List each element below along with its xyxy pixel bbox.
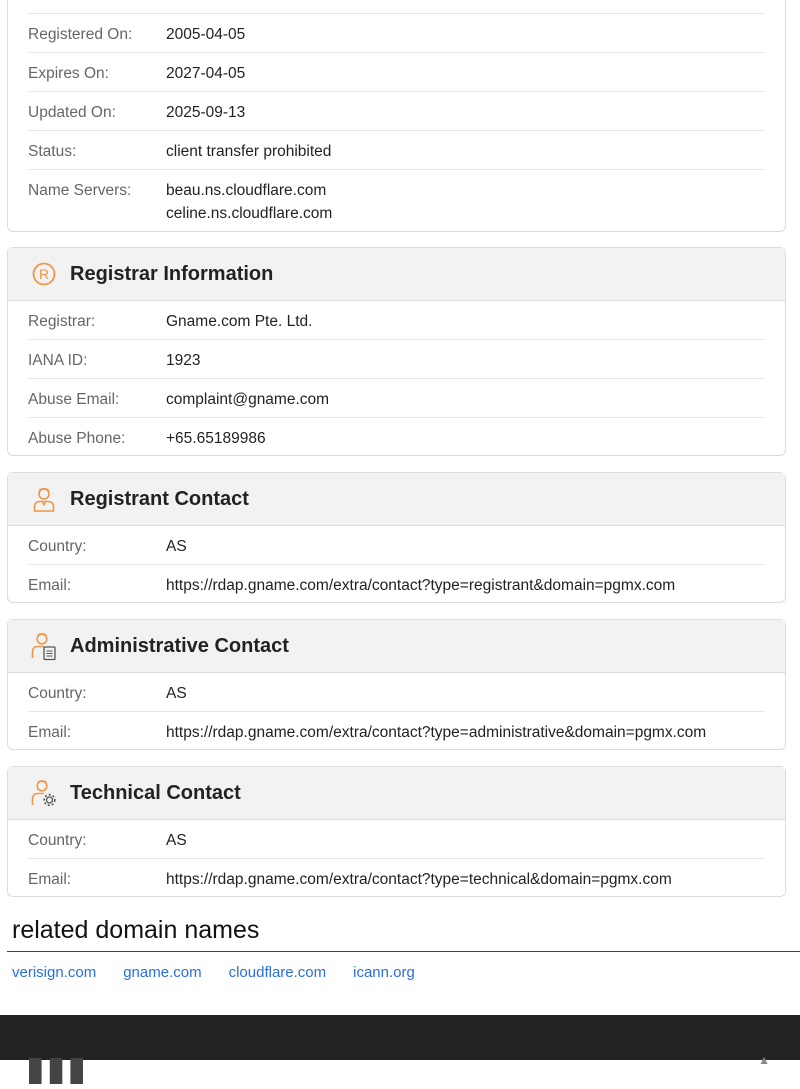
card-title: Registrar Information <box>70 262 274 285</box>
technical-header <box>8 767 785 820</box>
info-row <box>28 340 765 379</box>
registrar-rows <box>8 301 785 456</box>
row-label: Email: <box>28 724 72 741</box>
card-title: Technical Contact <box>70 781 241 804</box>
row-label: Updated On: <box>28 104 116 121</box>
info-row-updated <box>28 92 765 131</box>
info-row-domain <box>28 0 765 14</box>
divider <box>7 951 800 952</box>
row-value-list <box>166 179 332 225</box>
row-label: Status: <box>28 143 77 160</box>
row-value: 2027-04-05 <box>166 65 246 82</box>
related-domains-list <box>12 964 442 981</box>
row-value: AS <box>166 538 187 555</box>
row-label: Registered On: <box>28 26 133 43</box>
card-title: Registrant Contact <box>70 487 249 510</box>
row-value: complaint@gname.com <box>166 391 330 408</box>
footer-logo: ▮▮▮ <box>26 1050 89 1088</box>
row-label: Country: <box>28 832 87 849</box>
row-label: Email: <box>28 577 72 594</box>
user-gear-icon <box>30 779 58 807</box>
row-label: Expires On: <box>28 65 109 82</box>
registrar-header <box>8 248 785 301</box>
row-value: AS <box>166 832 187 849</box>
technical-card <box>7 766 786 897</box>
related-domains-heading: related domain names <box>12 916 260 944</box>
row-value: client transfer prohibited <box>166 143 332 160</box>
row-value: https://rdap.gname.com/extra/contact?type=technical&domain=pgmx.com <box>166 871 672 888</box>
info-row <box>28 526 765 565</box>
info-row <box>28 379 765 418</box>
domain-info-rows <box>8 0 785 232</box>
row-label: Country: <box>28 538 87 555</box>
row-label: Country: <box>28 685 87 702</box>
info-row <box>28 301 765 340</box>
technical-rows <box>8 820 785 897</box>
row-value: 2005-04-05 <box>166 26 246 43</box>
info-row <box>28 820 765 859</box>
info-row-nameservers <box>28 170 765 232</box>
registrar-card <box>7 247 786 456</box>
related-link-verisign[interactable]: verisign.com <box>12 964 97 981</box>
info-row <box>28 859 765 897</box>
row-value: 1923 <box>166 352 201 369</box>
domain-info-card <box>7 0 786 232</box>
related-link-icann[interactable]: icann.org <box>353 964 415 981</box>
row-label: Registrar: <box>28 313 96 330</box>
footer <box>0 1015 800 1088</box>
info-row <box>28 673 765 712</box>
registered-icon <box>30 260 58 288</box>
nameserver-value: beau.ns.cloudflare.com <box>166 182 327 199</box>
row-label: Email: <box>28 871 72 888</box>
info-row-registered <box>28 14 765 53</box>
row-label: Name Servers: <box>28 182 132 199</box>
info-row-status <box>28 131 765 170</box>
svg-text:R: R <box>38 266 50 282</box>
related-link-cloudflare[interactable]: cloudflare.com <box>228 964 327 981</box>
registrant-card <box>7 472 786 603</box>
info-row <box>28 418 765 456</box>
registrant-rows <box>8 526 785 603</box>
registrant-header <box>8 473 785 526</box>
chevron-up-icon[interactable]: ▲ <box>758 1053 770 1067</box>
row-label: IANA ID: <box>28 352 88 369</box>
row-value: https://rdap.gname.com/extra/contact?type=administrative&domain=pgmx.com <box>166 724 707 741</box>
related-link-gname[interactable]: gname.com <box>123 964 202 981</box>
row-value: Gname.com Pte. Ltd. <box>166 313 313 330</box>
row-label: Abuse Email: <box>28 391 120 408</box>
administrative-header <box>8 620 785 673</box>
card-title: Administrative Contact <box>70 634 289 657</box>
administrative-rows <box>8 673 785 750</box>
user-icon <box>30 485 58 513</box>
row-value: +65.65189986 <box>166 430 266 447</box>
row-label: Abuse Phone: <box>28 430 126 447</box>
info-row-expires <box>28 53 765 92</box>
user-clipboard-icon <box>30 632 58 660</box>
info-row <box>28 712 765 750</box>
row-value: AS <box>166 685 187 702</box>
administrative-card <box>7 619 786 750</box>
row-value: https://rdap.gname.com/extra/contact?type=registrant&domain=pgmx.com <box>166 577 676 594</box>
info-row <box>28 565 765 603</box>
row-value: 2025-09-13 <box>166 104 246 121</box>
nameserver-value: celine.ns.cloudflare.com <box>166 205 333 222</box>
